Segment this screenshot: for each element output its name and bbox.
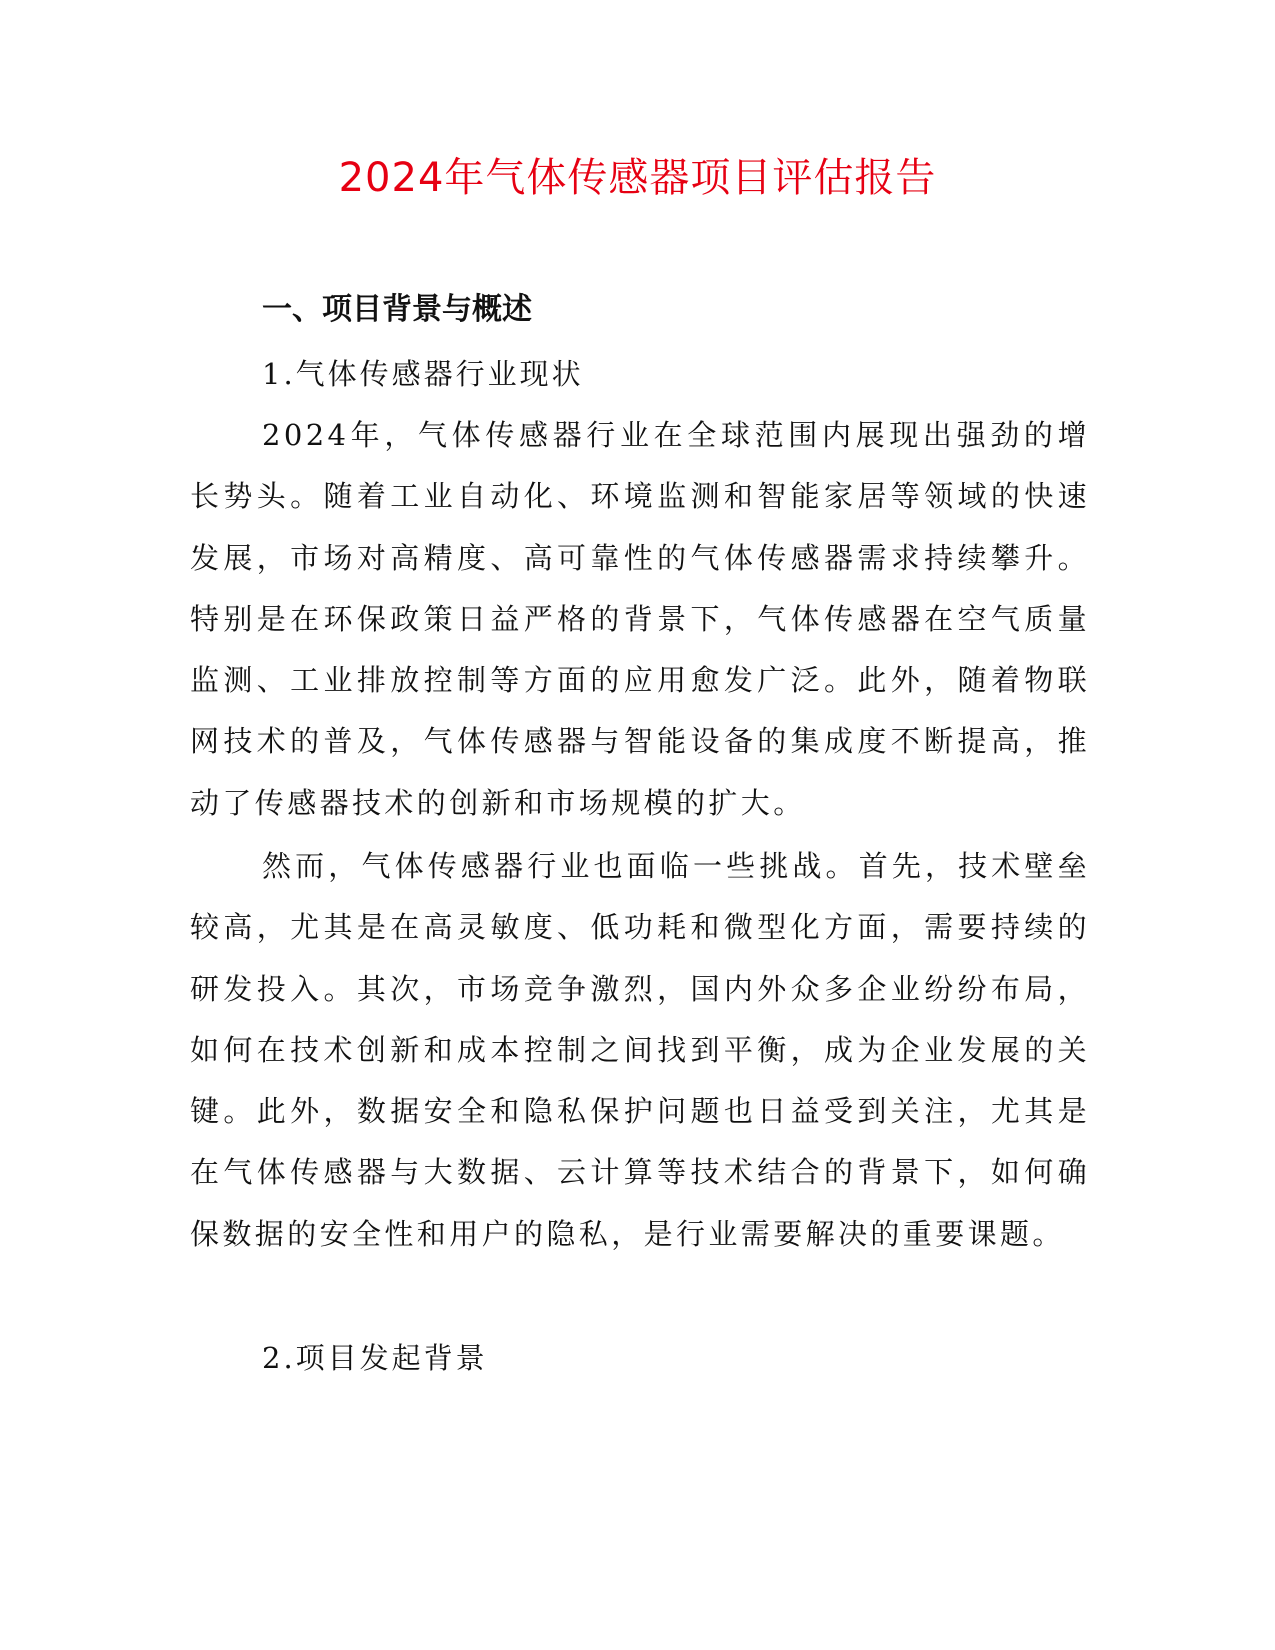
body-paragraph: 2024年，气体传感器行业在全球范围内展现出强劲的增长势头。随着工业自动化、环境监测和智能家居等领域的快速发展，市场对高精度、高可靠性的气体传感器需求持续攀升。特别是在环保政策日益严格的背景下，气体传感器在空气质量监测、工业排放控制等方面的应用愈发广泛。此外，随着物联网技术的普及，气体传感器与智能设备的集成度不断提高，推动了传感器技术的创新和市场规模的扩大。 (190, 418, 1090, 820)
document-title: 2024年气体传感器项目评估报告 (338, 155, 937, 201)
subsection-heading: 2.项目发起背景 (262, 1341, 488, 1375)
subsection-heading: 1.气体传感器行业现状 (262, 357, 584, 391)
body-paragraph: 然而，气体传感器行业也面临一些挑战。首先，技术壁垒较高，尤其是在高灵敏度、低功耗和微型化方面，需要持续的研发投入。其次，市场竞争激烈，国内外众多企业纷纷布局，如何在技术创新和成本控制之间找到平衡，成为企业发展的关键。此外，数据安全和隐私保护问题也日益受到关注，尤其是在气体传感器与大数据、云计算等技术结合的背景下，如何确保数据的安全性和用户的隐私，是行业需要解决的重要课题。 (190, 849, 1090, 1251)
section-heading: 一、项目背景与概述 (262, 292, 532, 327)
